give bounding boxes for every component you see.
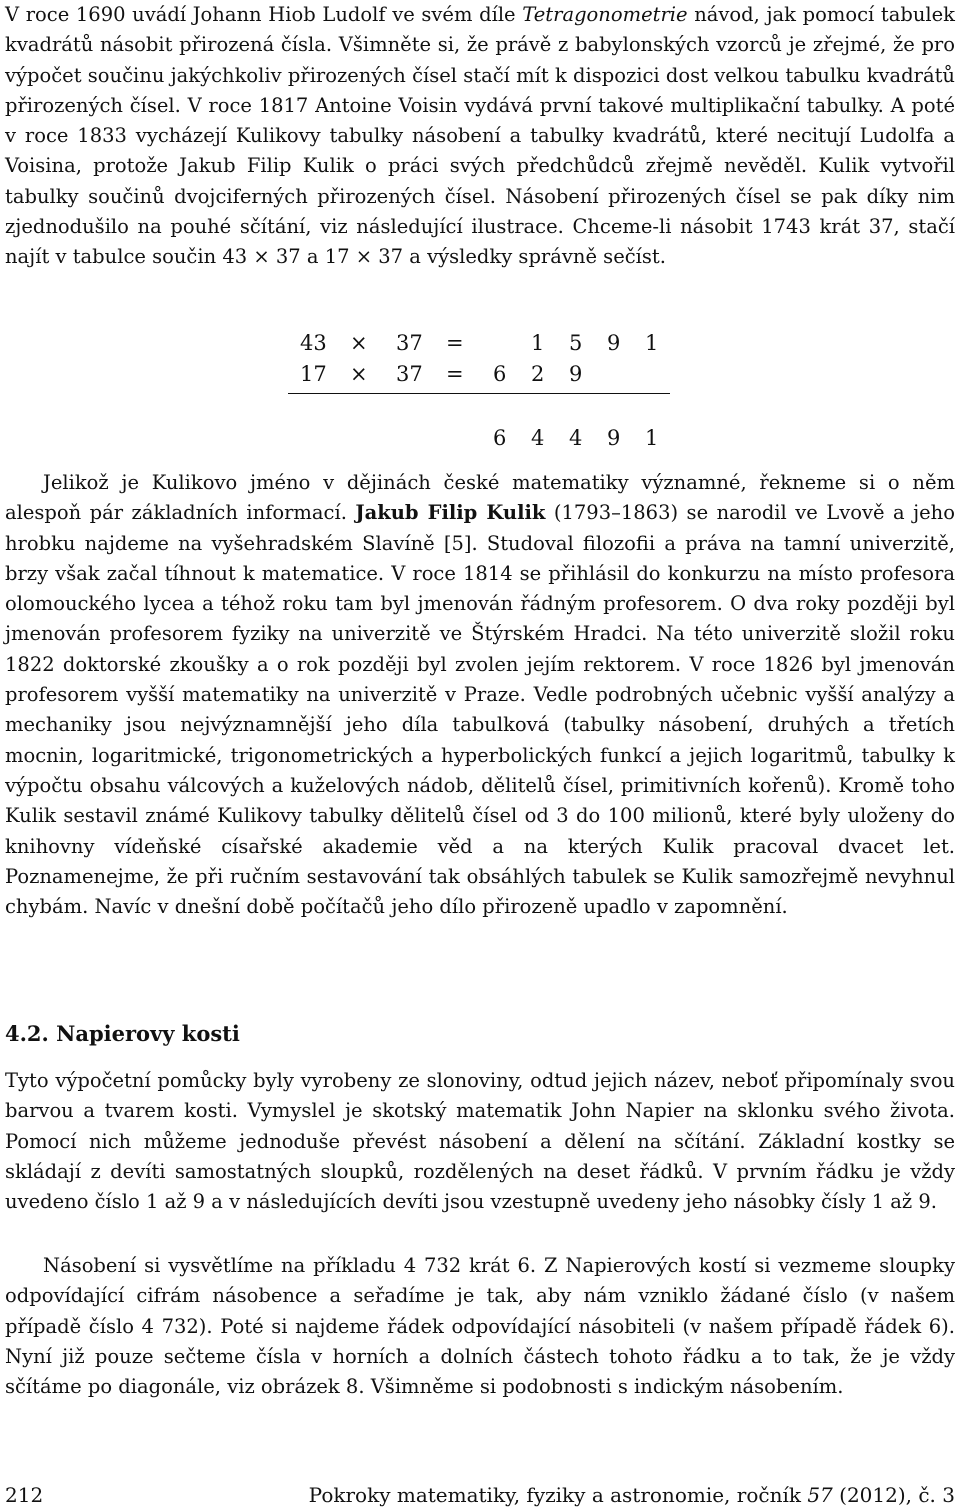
- journal-citation: [309, 1481, 955, 1509]
- page-number: 212: [5, 1483, 44, 1507]
- sum-rule-line: [288, 393, 670, 394]
- digit: 2: [531, 362, 545, 386]
- digit: 1: [645, 426, 659, 450]
- paragraph-kulik-bio: [5, 468, 955, 922]
- factor-a: 43: [300, 331, 327, 355]
- digit: 9: [569, 362, 583, 386]
- journal-issue: (2012), č. 3: [832, 1483, 955, 1507]
- section-heading: [5, 1019, 240, 1049]
- paragraph-intro: [5, 0, 955, 273]
- equals-sign: =: [446, 362, 464, 386]
- factor-b: 37: [396, 331, 423, 355]
- times-operator: ×: [350, 362, 368, 386]
- factor-a: 17: [300, 362, 327, 386]
- paragraph-napier-intro: Tyto výpočetní pomůcky byly vyrobeny ze slonoviny, odtud jejich název, neboť připomínaly svou barvou a tvarem kosti. Vymyslel je skotský matematik John Napier na sklonku svého života. Pomocí nich můžeme jednoduše převést násobení a dělení na sčítání. Základní kostky se skládají z devíti samostatných sloupků, rozdělených na deset řádků. V prvním řádku je vždy uvedeno číslo 1 až 9 a v následujících devíti jsou vzestupně uvedeny jeho násobky čísly 1 až 9.: [5, 1069, 955, 1214]
- times-operator: ×: [350, 331, 368, 355]
- section-title: Napierovy kosti: [56, 1021, 240, 1046]
- digit: 9: [607, 331, 621, 355]
- journal-name: Pokroky matematiky, fyziky a astronomie, ročník: [308, 1483, 808, 1507]
- digit: 9: [607, 426, 621, 450]
- digit: 4: [569, 426, 583, 450]
- digit: 4: [531, 426, 545, 450]
- person-name: Jakub Filip Kulik: [355, 501, 546, 525]
- equals-sign: =: [446, 331, 464, 355]
- paragraph-napier-example: Násobení si vysvětlíme na příkladu 4 732 krát 6. Z Napierových kostí si vezmeme sloupky odpovídající cifrám násobence a seřadíme je tak, aby nám vzniklo žádané číslo (v našem případě číslo 4 732). Poté si najdeme řádek odpovídající násobiteli (v našem případě řádek 6). Nyní již pouze sečteme čísla v horních a dolních částech tohoto řádku a to tak, že je vždy sčítáme po diagonále, viz obrázek 8. Všimněme si podobnosti s indickým násobením.: [5, 1254, 955, 1399]
- section-number: 4.2.: [5, 1021, 49, 1046]
- paragraph-kulik-text-1: Jelikož je Kulikovo jméno v dějinách české matematiky významné, řekneme si o něm alespoň pár základních informací.: [5, 471, 955, 525]
- digit: 1: [645, 331, 659, 355]
- paragraph-kulik-text-2: (1793–1863) se narodil ve Lvově a jeho hrobku najdeme na vyšehradském Slavíně [5]. Studoval filozofii a práva na tamní univerzitě, brzy však začal tíhnout k matematice. V roce 1814 se přihlásil do konkurzu na místo profesora olomouckého lycea a téhož roku tam byl jmenován řádným profesorem. O dva roky později byl jmenován profesorem fyziky na univerzitě ve Štýrském Hradci. Na této univerzitě složil roku 1822 doktorské zkoušky a o rok později byl zvolen jejím rektorem. V roce 1826 byl jmenován profesorem vyšší matematiky na univerzitě v Praze. Vedle podrobných učebnic vyšší analýzy a mechaniky jsou nejvýznamnější jeho díla tabulková (tabulky násobení, druhých a třetích mocnin, logaritmické, trigonometrických a hyperbolických funkcí a jejich logaritmů, tabulky k výpočtu obsahu válcových a kuželových nádob, dělitelů čísel, primitivních kořenů). Kromě toho Kulik sestavil známé Kulikovy tabulky dělitelů čísel od 3 do 100 milionů, které byly uloženy do knihovny vídeňské císařské akademie věd a na kterých Kulik pracoval dvacet let. Poznamenejme, že při ručním sestavování tak obsáhlých tabulek se Kulik samozřejmě nevyhnul chybám. Navíc v dnešní době počítačů jeho dílo přirozeně upadlo v zapomnění.: [5, 501, 955, 919]
- book-title: Tetragonometrie: [522, 3, 688, 26]
- digit: 6: [493, 362, 507, 386]
- digit: 1: [531, 331, 545, 355]
- factor-b: 37: [396, 362, 423, 386]
- digit: 5: [569, 331, 583, 355]
- paragraph-intro-text-1: V roce 1690 uvádí Johann Hiob Ludolf ve svém díle: [5, 3, 523, 26]
- digit: 6: [493, 426, 507, 450]
- paragraph-intro-text-2: návod, jak pomocí tabulek kvadrátů násobit přirozená čísla. Všimněte si, že právě z babylonských vzorců je zřejmé, že pro výpočet součinu jakýchkoliv přirozených čísel stačí mít k dispozici dost velkou tabulku kvadrátů přirozených čísel. V roce 1817 Antoine Voisin vydává první takové multiplikační tabulky. A poté v roce 1833 vycházejí Kulikovy tabulky násobení a tabulky kvadrátů, které necitují Ludolfa a Voisina, protože Jakub Filip Kulik o práci svých předchůdců zřejmě nevěděl. Kulik vytvořil tabulky součinů dvojciferných přirozených čísel. Násobení přirozených čísel se pak díky nim zjednodušilo na pouhé sčítání, viz následující ilustrace. Chceme-li násobit 1743 krát 37, stačí najít v tabulce součin 43 × 37 a 17 × 37 a výsledky správně sečíst.: [5, 3, 955, 269]
- volume-number: 57: [807, 1483, 833, 1507]
